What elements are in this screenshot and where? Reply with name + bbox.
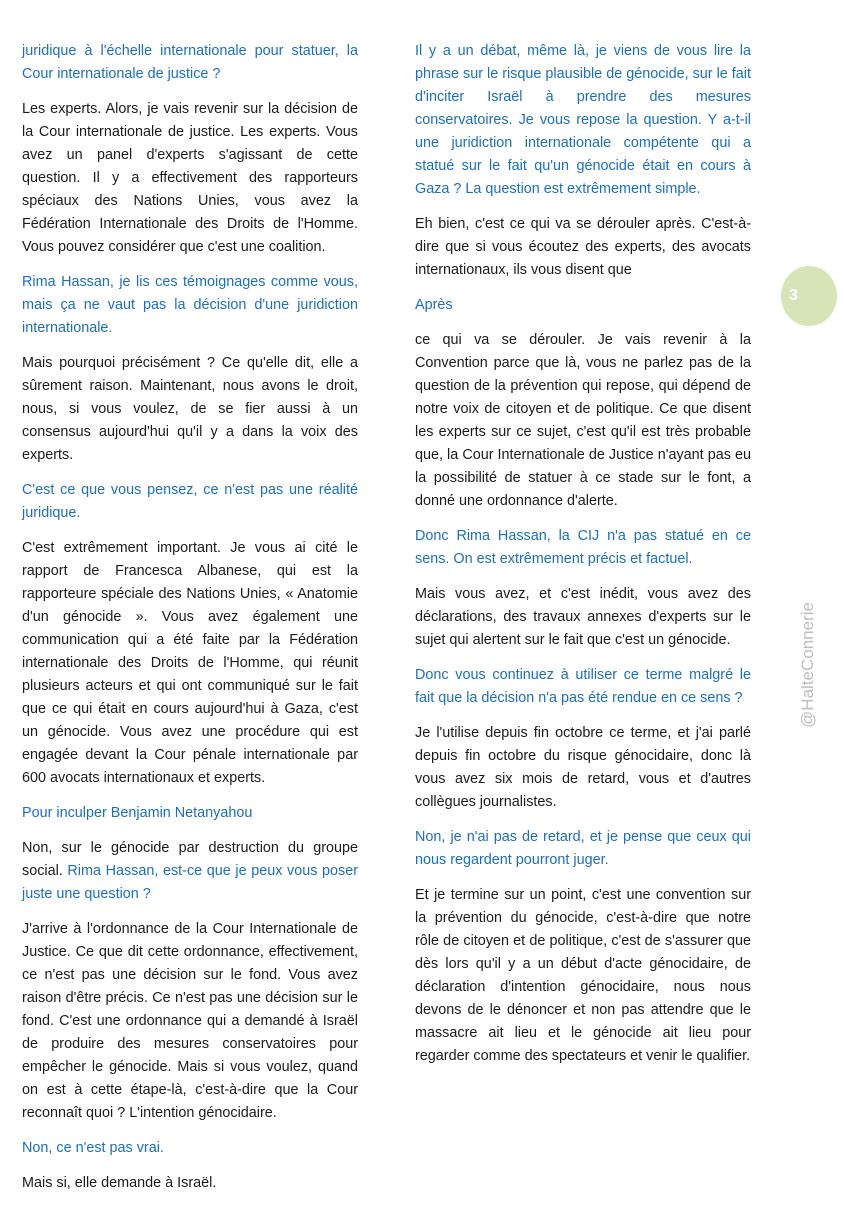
question-paragraph: juridique à l'échelle internationale pour statuer, la Cour internationale de justice ?: [22, 43, 358, 82]
question-paragraph: Il y a un débat, même là, je viens de vous lire la phrase sur le risque plausible de génocide, sur le fait d'inciter Israël à prendre des mesures conservatoires. Je vous repose la question. Y a-t-il une juridiction internationale compétente qui a statué sur le fait qu'un génocide était en cours à Gaza ? La question est extrêmement simple.: [415, 43, 751, 197]
answer-paragraph: Les experts. Alors, je vais revenir sur la décision de la Cour internationale de justice. Les experts. Vous avez un panel d'experts s'agissant de cette question. Il y a effectivement des rapporteurs spéciaux des Nations Unies, vous avez la Fédération Internationale des Droits de l'Homme. Vous pouvez considérer que c'est une coalition.: [22, 101, 358, 255]
question-paragraph: Rima Hassan, je lis ces témoignages comme vous, mais ça ne vaut pas la décision d'une juridiction internationale.: [22, 274, 358, 336]
question-paragraph: C'est ce que vous pensez, ce n'est pas une réalité juridique.: [22, 482, 358, 521]
question-paragraph: Non, je n'ai pas de retard, et je pense que ceux qui nous regardent pourront juger.: [415, 829, 751, 868]
watermark-handle: @HalteConnerie: [798, 602, 817, 728]
answer-paragraph: Et je termine sur un point, c'est une convention sur la prévention du génocide, c'est-à-dire que notre rôle de citoyen et de politique, c'est de s'assurer que dès lors qu'il y a un début d'acte génocidaire, de déclaration d'intention génocidaire, nous nous devons de le dénoncer et non pas attendre que le massacre ait lieu et le génocide ait lieu pour regarder comme des spectateurs et venir le qualifier.: [415, 887, 751, 1064]
mixed-paragraph: [22, 837, 358, 906]
answer-paragraph: C'est extrêmement important. Je vous ai cité le rapport de Francesca Albanese, qui est la rapporteure spéciale des Nations Unies, « Anatomie d'un génocide ». Vous avez également une communication qui a été faite par la Fédération internationale des Droits de l'Homme, qui réunit plusieurs acteurs et qui ont communiqué sur le fait que ce qui était en cours aujourd'hui à Gaza, c'est un génocide. Vous avez une procédure qui est engagée devant la Cour pénale internationale par 600 avocats internationaux et experts.: [22, 540, 358, 786]
page-number-badge: 3: [781, 266, 837, 326]
right-column: [415, 40, 751, 1080]
question-text: Rima Hassan, est-ce que je peux vous poser juste une question ?: [22, 863, 359, 902]
answer-paragraph: ce qui va se dérouler. Je vais revenir à la Convention parce que là, vous ne parlez pas de la question de la prévention qui repose, qui dépend de notre voix de citoyen et de politique. Ce que disent les experts sur ce sujet, c'est qu'il est très probable que, la Cour Internationale de Justice n'ayant pas eu la possibilité de statuer à ce stade sur le font, a donné une ordonnance d'alerte.: [415, 332, 751, 509]
question-paragraph: Non, ce n'est pas vrai.: [22, 1140, 164, 1156]
answer-paragraph: Je l'utilise depuis fin octobre ce terme, et j'ai parlé depuis fin octobre du risque génocidaire, donc là vous avez six mois de retard, vous et d'autres collègues journalistes.: [415, 725, 751, 810]
left-column: [22, 40, 358, 1207]
answer-paragraph: Mais pourquoi précisément ? Ce qu'elle dit, elle a sûrement raison. Maintenant, nous avons le droit, nous, si vous voulez, de se fier aussi à un consensus aujourd'hui qu'il y a dans la voix des experts.: [22, 355, 358, 463]
answer-text: Non, sur le génocide par destruction du groupe social.: [22, 840, 358, 879]
answer-paragraph: Eh bien, c'est ce qui va se dérouler après. C'est-à-dire que si vous écoutez des experts, des avocats internationaux, ils vous disent que: [415, 216, 751, 278]
question-paragraph: Donc Rima Hassan, la CIJ n'a pas statué en ce sens. On est extrêmement précis et factuel.: [415, 528, 751, 567]
answer-paragraph: Mais si, elle demande à Israël.: [22, 1175, 217, 1191]
question-paragraph: Pour inculper Benjamin Netanyahou: [22, 805, 253, 821]
question-paragraph: Après: [415, 297, 453, 313]
answer-paragraph: J'arrive à l'ordonnance de la Cour Internationale de Justice. Ce que dit cette ordonnance, effectivement, ce n'est pas une décision sur le fond. Vous avez raison d'être précis. Ce n'est pas une décision sur le fond. C'est une ordonnance qui a demandé à Israël de produire des mesures conservatoires pour empêcher le génocide. Mais si vous voulez, quand on est à cette étape-là, c'est-à-dire que la Cour reconnaît quoi ? L'intention génocidaire.: [22, 921, 358, 1121]
answer-paragraph: Mais vous avez, et c'est inédit, vous avez des déclarations, des travaux annexes d'experts sur le sujet qui alertent sur le fait que c'est un génocide.: [415, 586, 751, 648]
question-paragraph: Donc vous continuez à utiliser ce terme malgré le fait que la décision n'a pas été rendue en ce sens ?: [415, 667, 751, 706]
